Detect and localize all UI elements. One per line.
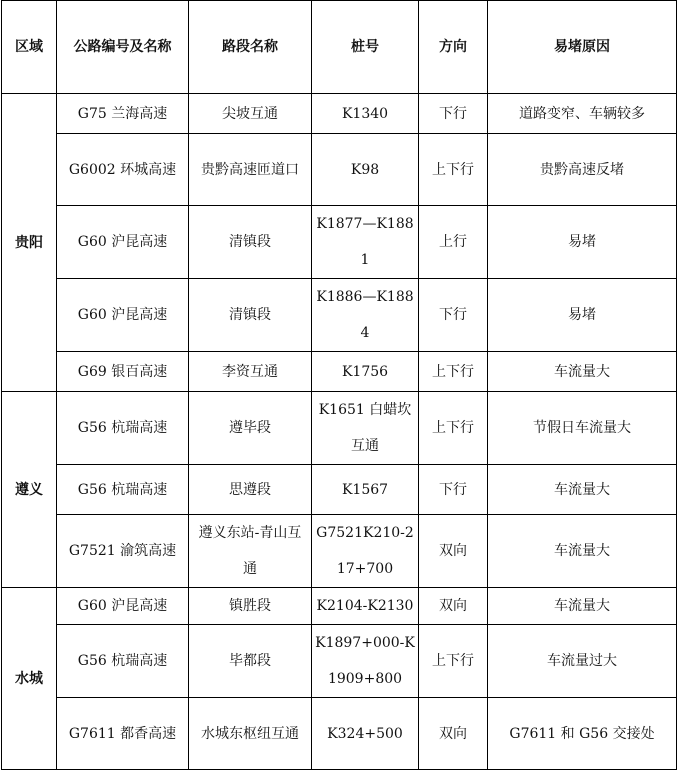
direction-cell: 上行 xyxy=(419,206,488,279)
table-row xyxy=(2,279,677,352)
stake-cell: K1897+000-K1909+800 xyxy=(312,625,419,698)
table-row xyxy=(2,465,677,515)
table-row xyxy=(2,352,677,392)
section-cell: 遵毕段 xyxy=(189,392,312,465)
section-cell: 清镇段 xyxy=(189,206,312,279)
stake-cell: K1340 xyxy=(312,94,419,134)
road-cell: G56 杭瑞高速 xyxy=(57,465,189,515)
direction-cell: 上下行 xyxy=(419,134,488,206)
region-cell: 贵阳 xyxy=(2,94,57,392)
section-cell: 毕都段 xyxy=(189,625,312,698)
stake-cell: K324+500 xyxy=(312,698,419,770)
table-row xyxy=(2,515,677,588)
road-cell: G7611 都香高速 xyxy=(57,698,189,770)
road-cell: G6002 环城高速 xyxy=(57,134,189,206)
header-row xyxy=(2,1,677,94)
stake-cell: K2104-K2130 xyxy=(312,588,419,625)
stake-cell: K1877—K1881 xyxy=(312,206,419,279)
table-row xyxy=(2,94,677,134)
section-cell: 水城东枢纽互通 xyxy=(189,698,312,770)
road-cell: G60 沪昆高速 xyxy=(57,206,189,279)
road-cell: G7521 渝筑高速 xyxy=(57,515,189,588)
reason-cell: 易堵 xyxy=(488,206,677,279)
reason-cell: 贵黔高速反堵 xyxy=(488,134,677,206)
direction-cell: 上下行 xyxy=(419,352,488,392)
table-row xyxy=(2,698,677,770)
header-region: 区域 xyxy=(2,1,57,94)
header-reason: 易堵原因 xyxy=(488,1,677,94)
reason-cell: 车流量大 xyxy=(488,352,677,392)
table-row xyxy=(2,588,677,625)
section-cell: 思遵段 xyxy=(189,465,312,515)
road-cell: G69 银百高速 xyxy=(57,352,189,392)
reason-cell: 车流量大 xyxy=(488,515,677,588)
stake-cell: K1567 xyxy=(312,465,419,515)
road-cell: G75 兰海高速 xyxy=(57,94,189,134)
section-cell: 清镇段 xyxy=(189,279,312,352)
section-cell: 尖坡互通 xyxy=(189,94,312,134)
reason-cell: 节假日车流量大 xyxy=(488,392,677,465)
header-road: 公路编号及名称 xyxy=(57,1,189,94)
header-direction: 方向 xyxy=(419,1,488,94)
direction-cell: 双向 xyxy=(419,515,488,588)
reason-cell: G7611 和 G56 交接处 xyxy=(488,698,677,770)
road-cell: G60 沪昆高速 xyxy=(57,279,189,352)
direction-cell: 双向 xyxy=(419,588,488,625)
section-cell: 遵义东站-青山互通 xyxy=(189,515,312,588)
section-cell: 李资互通 xyxy=(189,352,312,392)
table-row xyxy=(2,392,677,465)
stake-cell: G7521K210-217+700 xyxy=(312,515,419,588)
table-row xyxy=(2,206,677,279)
reason-cell: 车流量大 xyxy=(488,465,677,515)
section-cell: 镇胜段 xyxy=(189,588,312,625)
stake-cell: K1756 xyxy=(312,352,419,392)
region-cell: 水城 xyxy=(2,588,57,770)
stake-cell: K98 xyxy=(312,134,419,206)
table-row xyxy=(2,134,677,206)
table-row xyxy=(2,625,677,698)
stake-cell: K1886—K1884 xyxy=(312,279,419,352)
direction-cell: 上下行 xyxy=(419,625,488,698)
reason-cell: 车流量过大 xyxy=(488,625,677,698)
road-cell: G60 沪昆高速 xyxy=(57,588,189,625)
direction-cell: 下行 xyxy=(419,279,488,352)
reason-cell: 车流量大 xyxy=(488,588,677,625)
congestion-table xyxy=(1,0,677,770)
reason-cell: 道路变窄、车辆较多 xyxy=(488,94,677,134)
reason-cell: 易堵 xyxy=(488,279,677,352)
road-cell: G56 杭瑞高速 xyxy=(57,392,189,465)
road-cell: G56 杭瑞高速 xyxy=(57,625,189,698)
section-cell: 贵黔高速匝道口 xyxy=(189,134,312,206)
direction-cell: 下行 xyxy=(419,94,488,134)
direction-cell: 上下行 xyxy=(419,392,488,465)
header-section: 路段名称 xyxy=(189,1,312,94)
header-stake: 桩号 xyxy=(312,1,419,94)
direction-cell: 双向 xyxy=(419,698,488,770)
direction-cell: 下行 xyxy=(419,465,488,515)
region-cell: 遵义 xyxy=(2,392,57,588)
stake-cell: K1651 白蜡坎互通 xyxy=(312,392,419,465)
